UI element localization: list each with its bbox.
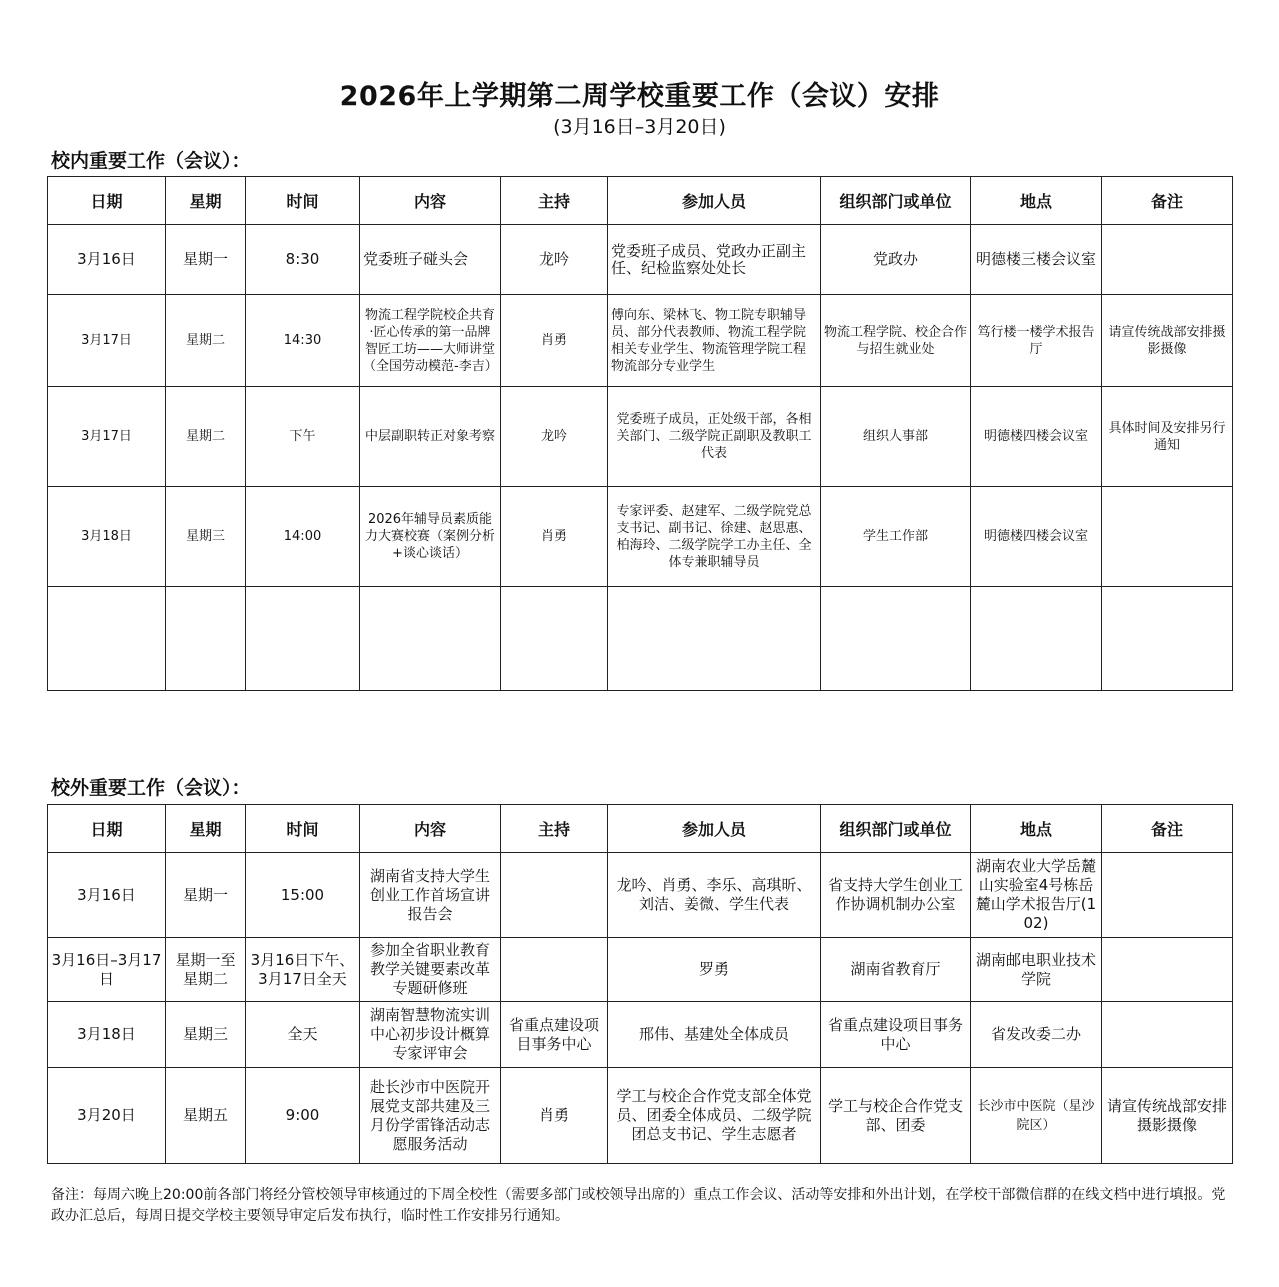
cell-remark: 请宣传统战部安排摄影摄像 — [1102, 1068, 1233, 1164]
cell-date: 3月18日 — [48, 1002, 166, 1068]
cell-organizer: 省支持大学生创业工作协调机制办公室 — [821, 853, 971, 938]
header-host: 主持 — [501, 177, 608, 225]
cell-organizer: 学生工作部 — [821, 487, 971, 587]
header-content: 内容 — [360, 177, 501, 225]
table-row — [48, 853, 1233, 938]
cell-organizer: 物流工程学院、校企合作与招生就业处 — [821, 295, 971, 387]
header-date: 日期 — [48, 805, 166, 853]
cell-location: 笃行楼一楼学术报告厅 — [971, 295, 1102, 387]
header-location: 地点 — [971, 805, 1102, 853]
cell-time: 下午 — [246, 387, 360, 487]
cell-host: 肖勇 — [501, 1068, 608, 1164]
cell-content: 参加全省职业教育教学关键要素改革专题研修班 — [360, 938, 501, 1002]
cell-participants: 党委班子成员、党政办正副主任、纪检监察处处长 — [608, 225, 821, 295]
cell-participants: 罗勇 — [608, 938, 821, 1002]
external-schedule-table — [47, 804, 1233, 1164]
cell-remark — [1102, 938, 1233, 1002]
cell-organizer: 省重点建设项目事务中心 — [821, 1002, 971, 1068]
header-time: 时间 — [246, 177, 360, 225]
table-row — [48, 938, 1233, 1002]
cell-time: 15:00 — [246, 853, 360, 938]
cell-host — [501, 853, 608, 938]
cell-weekday: 星期一 — [166, 225, 246, 295]
cell-host — [501, 938, 608, 1002]
cell-host: 省重点建设项目事务中心 — [501, 1002, 608, 1068]
header-weekday: 星期 — [166, 177, 246, 225]
header-date: 日期 — [48, 177, 166, 225]
cell-participants: 邢伟、基建处全体成员 — [608, 1002, 821, 1068]
header-host: 主持 — [501, 805, 608, 853]
cell-remark: 具体时间及安排另行通知 — [1102, 387, 1233, 487]
cell-organizer: 湖南省教育厅 — [821, 938, 971, 1002]
cell-host — [501, 587, 608, 691]
cell-weekday: 星期三 — [166, 1002, 246, 1068]
cell-date: 3月17日 — [48, 387, 166, 487]
internal-section-title: 校内重要工作（会议）： — [51, 150, 251, 172]
cell-content: 湖南智慧物流实训中心初步设计概算专家评审会 — [360, 1002, 501, 1068]
cell-content: 2026年辅导员素质能力大赛校赛（案例分析+谈心谈话） — [360, 487, 501, 587]
cell-host: 龙吟 — [501, 387, 608, 487]
cell-time — [246, 587, 360, 691]
cell-time: 14:30 — [246, 295, 360, 387]
cell-participants: 党委班子成员，正处级干部，各相关部门、二级学院正副职及教职工代表 — [608, 387, 821, 487]
cell-content: 赴长沙市中医院开展党支部共建及三月份学雷锋活动志愿服务活动 — [360, 1068, 501, 1164]
external-section-title: 校外重要工作（会议）： — [51, 777, 251, 799]
cell-date: 3月16日–3月17日 — [48, 938, 166, 1002]
cell-remark — [1102, 225, 1233, 295]
cell-location: 明德楼四楼会议室 — [971, 387, 1102, 487]
cell-participants — [608, 587, 821, 691]
table-row — [48, 487, 1233, 587]
cell-host: 肖勇 — [501, 487, 608, 587]
cell-time: 8:30 — [246, 225, 360, 295]
table-header-row — [48, 177, 1233, 225]
table-row — [48, 1068, 1233, 1164]
cell-weekday: 星期一 — [166, 853, 246, 938]
cell-content: 党委班子碰头会 — [360, 225, 501, 295]
cell-participants: 学工与校企合作党支部全体党员、团委全体成员、二级学院团总支书记、学生志愿者 — [608, 1068, 821, 1164]
cell-date: 3月16日 — [48, 853, 166, 938]
footer-note: 备注：每周六晚上20:00前各部门将经分管校领导审核通过的下周全校性（需要多部门或校领导出席的）重点工作会议、活动等安排和外出计划，在学校干部微信群的在线文档中进行填报。党政办汇总后，每周日提交学校主要领导审定后发布执行，临时性工作安排另行通知。 — [51, 1187, 1226, 1224]
page-title: 2026年上学期第二周学校重要工作（会议）安排 — [339, 81, 940, 112]
cell-date: 3月20日 — [48, 1068, 166, 1164]
table-row — [48, 1002, 1233, 1068]
table-row — [48, 387, 1233, 487]
cell-date — [48, 587, 166, 691]
header-organizer: 组织部门或单位 — [821, 177, 971, 225]
header-content: 内容 — [360, 805, 501, 853]
header-participants: 参加人员 — [608, 805, 821, 853]
cell-remark — [1102, 853, 1233, 938]
cell-time: 14:00 — [246, 487, 360, 587]
cell-weekday: 星期二 — [166, 295, 246, 387]
cell-time: 全天 — [246, 1002, 360, 1068]
header-weekday: 星期 — [166, 805, 246, 853]
cell-remark: 请宣传统战部安排摄影摄像 — [1102, 295, 1233, 387]
cell-content — [360, 587, 501, 691]
header-time: 时间 — [246, 805, 360, 853]
table-row-empty — [48, 587, 1233, 691]
cell-organizer: 组织人事部 — [821, 387, 971, 487]
cell-content: 物流工程学院校企共育·匠心传承的第一品牌 智匠工坊——大师讲堂（全国劳动模范-李吉） — [360, 295, 501, 387]
header-participants: 参加人员 — [608, 177, 821, 225]
cell-content: 中层副职转正对象考察 — [360, 387, 501, 487]
cell-date: 3月16日 — [48, 225, 166, 295]
header-remark: 备注 — [1102, 177, 1233, 225]
cell-remark — [1102, 1002, 1233, 1068]
cell-participants: 傅向东、梁林飞、物工院专职辅导员、部分代表教师、物流工程学院相关专业学生、物流管理学院工程物流部分专业学生 — [608, 295, 821, 387]
cell-time: 9:00 — [246, 1068, 360, 1164]
cell-organizer: 学工与校企合作党支部、团委 — [821, 1068, 971, 1164]
cell-location: 湖南邮电职业技术学院 — [971, 938, 1102, 1002]
cell-participants: 龙吟、肖勇、李乐、高琪昕、刘洁、姜微、学生代表 — [608, 853, 821, 938]
cell-weekday: 星期二 — [166, 387, 246, 487]
cell-host: 肖勇 — [501, 295, 608, 387]
header-location: 地点 — [971, 177, 1102, 225]
cell-weekday — [166, 587, 246, 691]
cell-time: 3月16日下午、3月17日全天 — [246, 938, 360, 1002]
cell-remark — [1102, 587, 1233, 691]
date-range-subtitle: (3月16日–3月20日) — [553, 116, 726, 138]
cell-location: 湖南农业大学岳麓山实验室4号栋岳麓山学术报告厅(102) — [971, 853, 1102, 938]
cell-location: 明德楼三楼会议室 — [971, 225, 1102, 295]
cell-content: 湖南省支持大学生创业工作首场宣讲报告会 — [360, 853, 501, 938]
cell-organizer: 党政办 — [821, 225, 971, 295]
cell-location: 省发改委二办 — [971, 1002, 1102, 1068]
cell-remark — [1102, 487, 1233, 587]
cell-date: 3月18日 — [48, 487, 166, 587]
cell-weekday: 星期一至星期二 — [166, 938, 246, 1002]
table-row — [48, 295, 1233, 387]
cell-location: 明德楼四楼会议室 — [971, 487, 1102, 587]
cell-location — [971, 587, 1102, 691]
table-row — [48, 225, 1233, 295]
internal-schedule-table — [47, 176, 1233, 691]
cell-organizer — [821, 587, 971, 691]
header-organizer: 组织部门或单位 — [821, 805, 971, 853]
table-header-row — [48, 805, 1233, 853]
cell-participants: 专家评委、赵建军、二级学院党总支书记、副书记、徐建、赵思惠、柏海玲、二级学院学工办主任、全体专兼职辅导员 — [608, 487, 821, 587]
cell-date: 3月17日 — [48, 295, 166, 387]
header-remark: 备注 — [1102, 805, 1233, 853]
cell-weekday: 星期五 — [166, 1068, 246, 1164]
cell-host: 龙吟 — [501, 225, 608, 295]
cell-weekday: 星期三 — [166, 487, 246, 587]
cell-location: 长沙市中医院（星沙院区） — [971, 1068, 1102, 1164]
